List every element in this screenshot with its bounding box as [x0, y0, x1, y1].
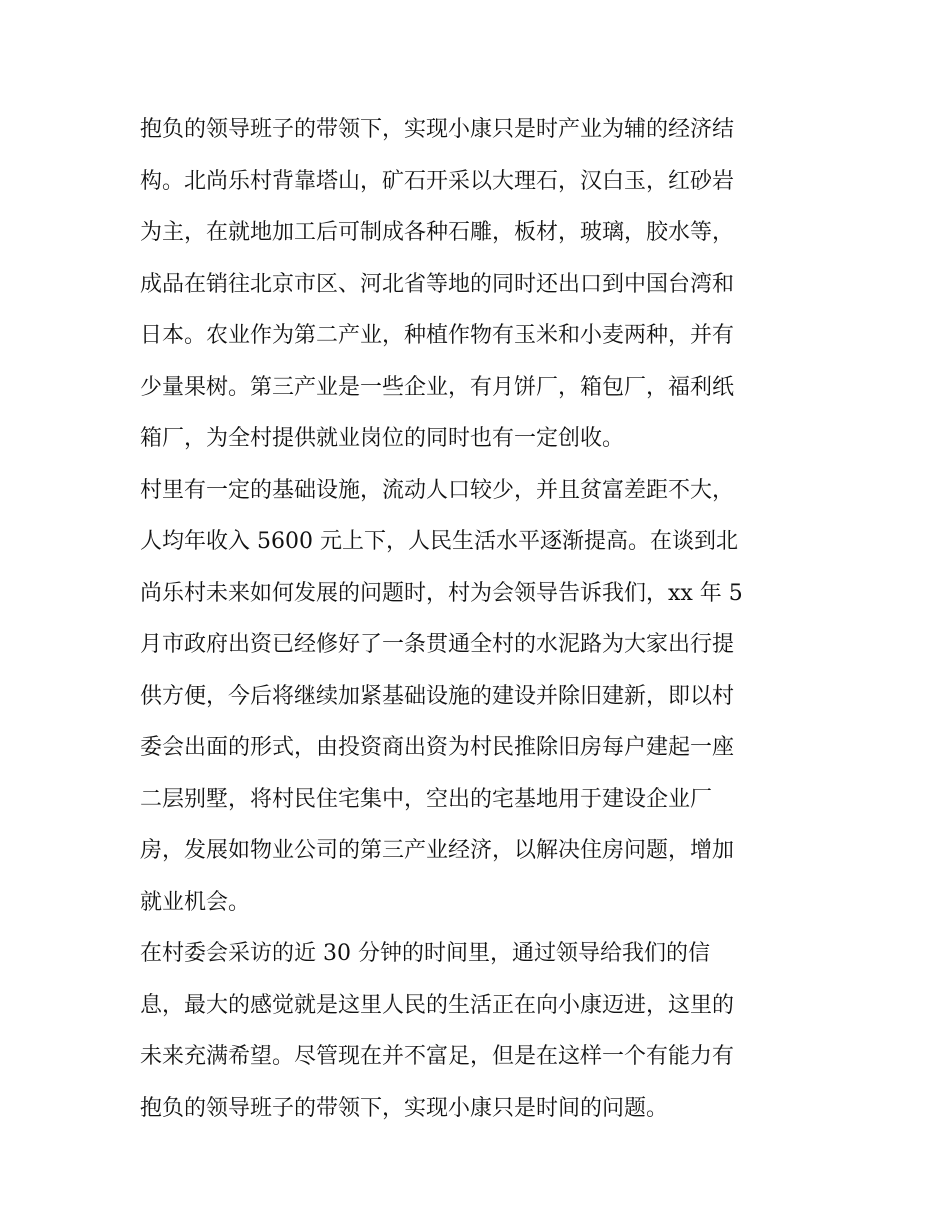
text-line: 就业机会。 [140, 889, 251, 915]
text-line: 少量果树。第三产业是一些企业，有月饼厂，箱包厂，福利纸 [140, 374, 735, 400]
text-line: 构。北尚乐村背靠塔山，矿石开采以大理石，汉白玉，红砂岩 [140, 168, 735, 194]
text-line: 二层别墅，将村民住宅集中，空出的宅基地用于建设企业厂 [140, 786, 713, 812]
text-line: 日本。农业作为第二产业，种植作物有玉米和小麦两种，并有 [140, 323, 735, 348]
document-body [140, 104, 820, 1134]
text-line: 息，最大的感觉就是这里人民的生活正在向小康迈进，这里的 [140, 992, 735, 1018]
text-line: 尚乐村未来如何发展的问题时，村为会领导告诉我们，xx 年 5 [140, 580, 743, 606]
text-line: 人均年收入 5600 元上下，人民生活水平逐渐提高。在谈到北 [140, 529, 738, 554]
text-line: 供方便，今后将继续加紧基础设施的建设并除旧建新，即以村 [140, 683, 735, 709]
text-line: 箱厂，为全村提供就业岗位的同时也有一定创收。 [140, 426, 625, 451]
text-line: 委会出面的形式，由投资商出资为村民推除旧房每户建起一座 [140, 735, 735, 760]
text-line: 在村委会采访的近 30 分钟的时间里，通过领导给我们的信 [140, 941, 710, 966]
text-line: 村里有一定的基础设施，流动人口较少，并且贫富差距不大， [140, 477, 735, 503]
text-line: 月市政府出资已经修好了一条贯通全村的水泥路为大家出行提 [140, 632, 735, 657]
text-line: 抱负的领导班子的带领下，实现小康只是时间的问题。 [140, 1095, 669, 1121]
text-line: 抱负的领导班子的带领下，实现小康只是时产业为辅的经济结 [140, 117, 735, 142]
text-line: 未来充满希望。尽管现在并不富足，但是在这样一个有能力有 [140, 1044, 735, 1069]
text-line: 房，发展如物业公司的第三产业经济，以解决住房问题，增加 [140, 838, 735, 863]
text-line: 成品在销往北京市区、河北省等地的同时还出口到中国台湾和 [140, 271, 735, 297]
text-line: 为主，在就地加工后可制成各种石雕，板材，玻璃，胶水等， [140, 220, 735, 245]
